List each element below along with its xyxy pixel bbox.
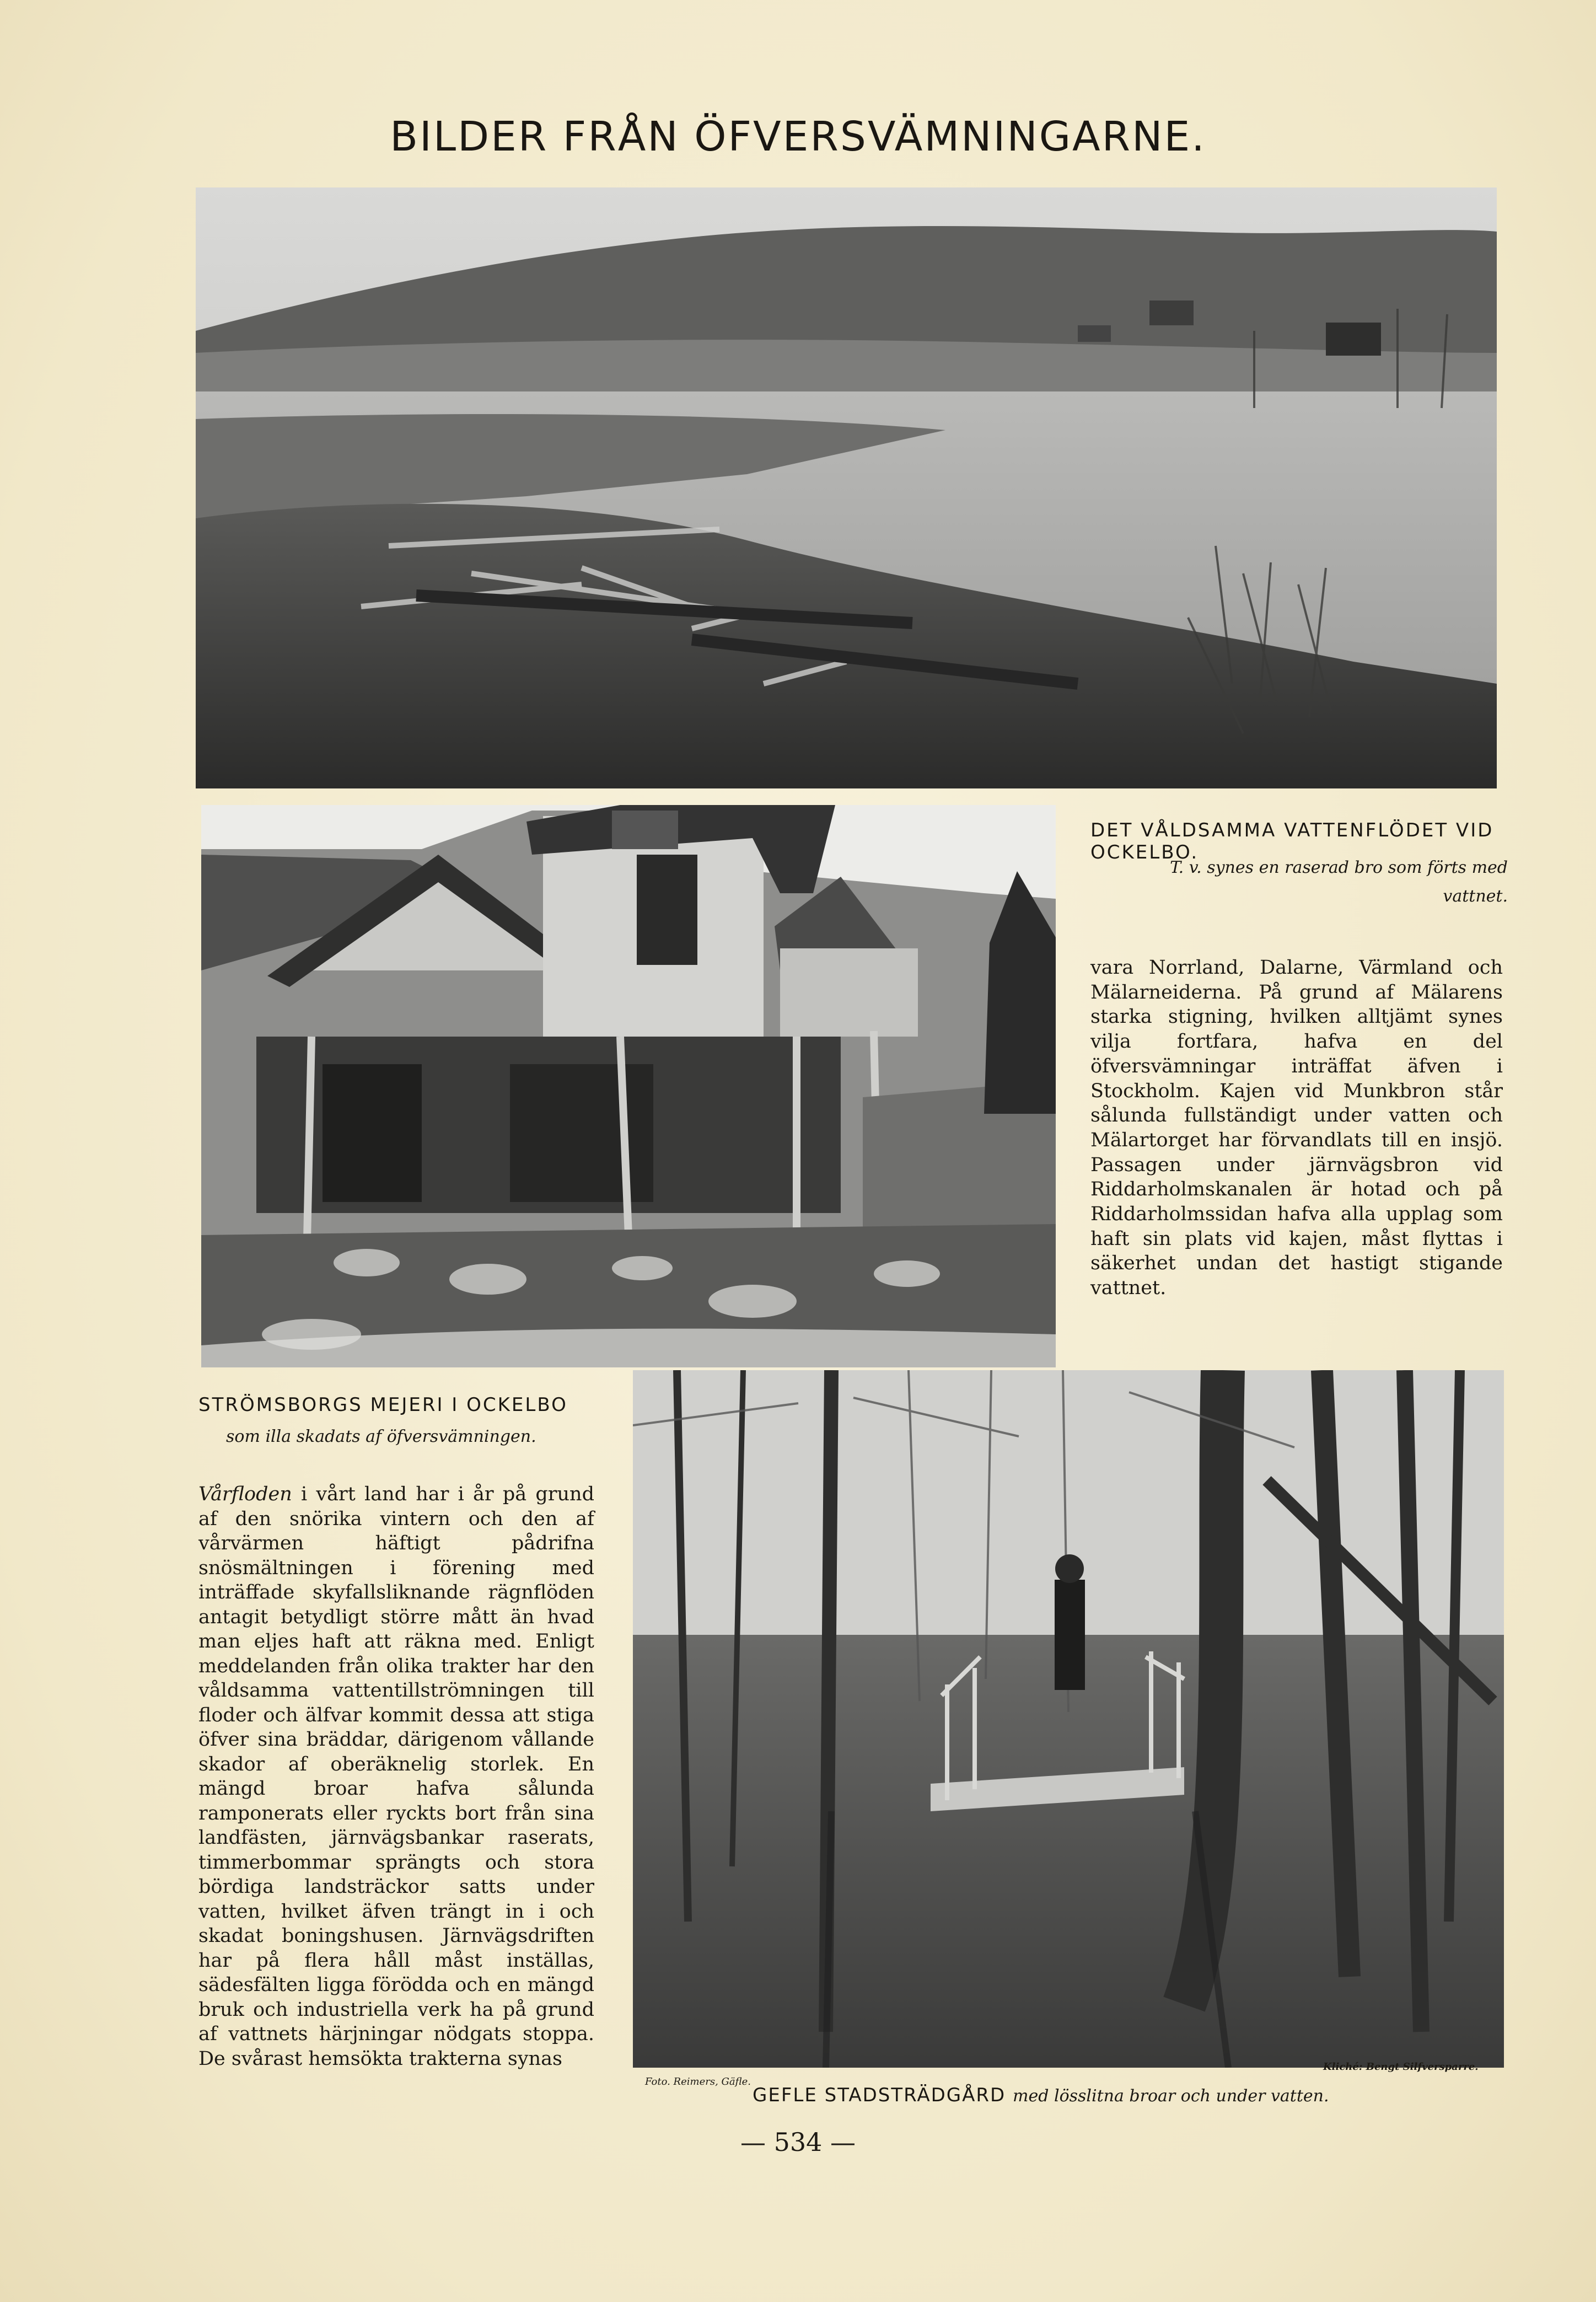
- article-left-column: [198, 1482, 594, 2071]
- caption-stromsborg-subtitle: som illa skadats af öfversvämningen.: [226, 1427, 536, 1446]
- photo-credit-left: Foto. Reimers, Gäfle.: [645, 2076, 751, 2088]
- article-left-paragraph: [198, 1482, 594, 2071]
- caption-gefle-title: GEFLE STADSTRÄDGÅRD: [753, 2084, 1006, 2106]
- photo-gefle-park: [633, 1370, 1504, 2068]
- photo-ockelbo-flood-image: [196, 187, 1497, 788]
- article-right-text: vara Norrland, Dalarne, Värmland och Mälarneiderna. På grund af Mälarens starka stigning, hvilken alltjämt synes vilja fortfara, hafva en del öfversvämningar inträffat äfven i Stockholm. Kajen vid Munkbron står sålunda fullständigt under vatten och Mälartorget har förvandlats till en insjö. Passagen under järnvägsbron vid Riddarholmskanalen är hotad och på Riddarholmssidan hafva alla upplag som haft sin plats vid kajen, måst flyttas i säkerhet undan det hastigt stigande vattnet.: [1090, 957, 1503, 1300]
- article-lead-word: Vårfloden: [198, 1483, 292, 1505]
- caption-ockelbo-title: DET VÅLDSAMMA VATTENFLÖDET VID OCKELBO.: [1090, 819, 1494, 863]
- photo-credit-right: Kliché: Bengt Silfversparre.: [1323, 2061, 1479, 2073]
- page-number: — 534 —: [740, 2127, 856, 2157]
- photo-gefle-park-image: [633, 1370, 1504, 2068]
- caption-ockelbo-subtitle: T. v. synes en raserad bro som förts med vattnet.: [1170, 858, 1508, 906]
- caption-stromsborg-title: STRÖMSBORGS MEJERI I OCKELBO: [198, 1394, 568, 1416]
- caption-gefle: [753, 2084, 1469, 2106]
- photo-ockelbo-flood: [196, 187, 1497, 788]
- photo-stromsborg-dairy-image: [201, 805, 1056, 1367]
- article-left-text: i vårt land har i år på grund af den snörika vintern och den af vårvärmen häftigt pådrifna snösmältningen i förening med inträffade skyfallsliknande rägnflöden antagit betydligt större mått än hvad man eljes haft att räkna med. Enligt meddelanden från olika trakter har den våldsamma vattentillströmningen till floder och älfvar kommit dessa att stiga öfver sina bräddar, därigenom vållande skador af oberäknelig storlek. En mängd broar hafva sålunda ramponerats eller ryckts bort från sina landfästen, järnvägsbankar raserats, timmerbommar sprängts och stora bördiga landsträckor satts under vatten, hvilket äfven trängt in i och skadat boningshusen. Järnvägsdriften har på flera håll måst inställas, sädesfälten ligga förödda och en mängd bruk och industriella verk ha på grund af vattnets härjningar nödgats stoppa. De svårast hemsökta trakterna synas: [198, 1483, 594, 2070]
- page-title: BILDER FRÅN ÖFVERSVÄMNINGARNE.: [390, 113, 1206, 160]
- caption-gefle-subtitle: med lösslitna broar och under vatten.: [1013, 2086, 1329, 2106]
- photo-stromsborg-dairy: [201, 805, 1056, 1367]
- article-right-column: [1090, 956, 1503, 1301]
